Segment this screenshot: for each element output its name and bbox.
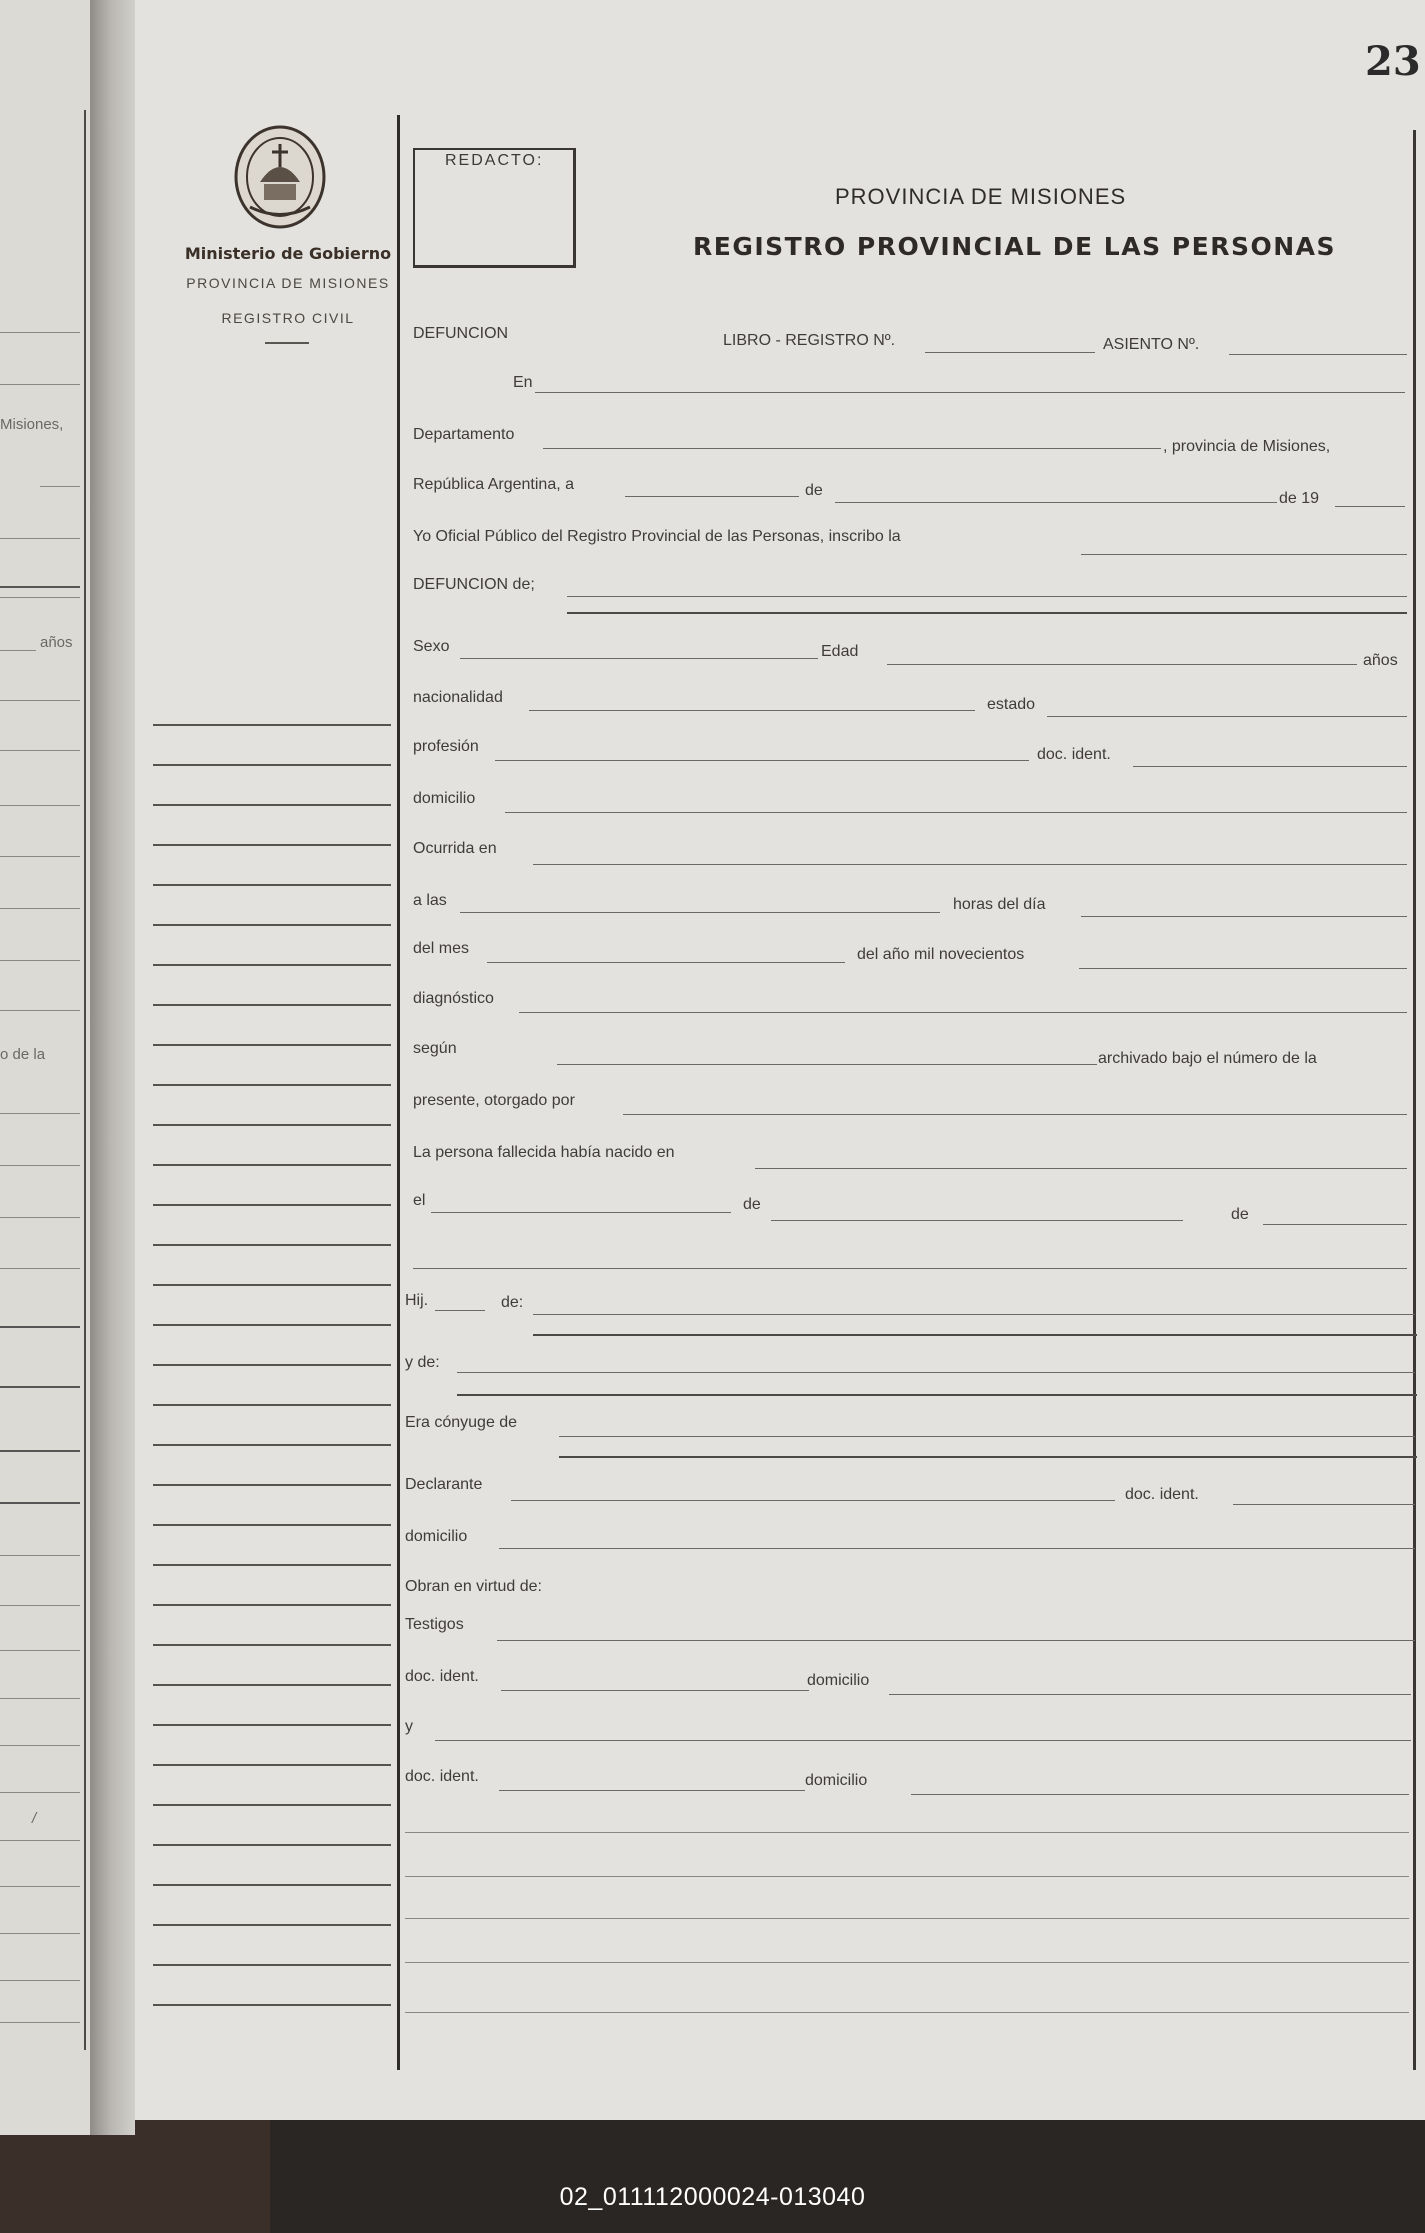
- doc-ident-field-2[interactable]: [1233, 1504, 1415, 1505]
- testigos-field[interactable]: [497, 1640, 1415, 1641]
- sexo-label: Sexo: [413, 638, 450, 655]
- el-field[interactable]: [431, 1212, 731, 1213]
- del-mes-field[interactable]: [487, 962, 845, 963]
- de19-label: de 19: [1279, 490, 1320, 507]
- margin-ruling-line: [153, 724, 391, 726]
- form-page: [135, 0, 1425, 2120]
- de-label-3: de: [1231, 1206, 1249, 1223]
- province-heading: PROVINCIA DE MISIONES: [835, 184, 1127, 209]
- sexo-field[interactable]: [460, 658, 818, 659]
- blank-line[interactable]: [405, 1832, 1409, 1833]
- left-line: [0, 1113, 80, 1114]
- hij-de-field[interactable]: [533, 1314, 1415, 1315]
- left-line: [0, 1165, 80, 1166]
- registry-heading: REGISTRO PROVINCIAL DE LAS PERSONAS: [693, 232, 1336, 261]
- left-line: [0, 1745, 80, 1746]
- margin-ruling-line: [153, 1484, 391, 1486]
- ocurrida-label: Ocurrida en: [413, 840, 497, 857]
- doc-ident-label-4: doc. ident.: [405, 1768, 479, 1785]
- doc-ident-field[interactable]: [1133, 766, 1407, 767]
- margin-ruling-line: [153, 1924, 391, 1926]
- blank-line[interactable]: [405, 1962, 1409, 1963]
- province-seal-icon: [230, 122, 330, 232]
- margin-ruling-line: [153, 1684, 391, 1686]
- domicilio-label-2: domicilio: [405, 1528, 468, 1545]
- image-id-caption: 02_011112000024-013040: [559, 2183, 866, 2211]
- left-line: [0, 1933, 80, 1934]
- el-label: el: [413, 1192, 426, 1209]
- declarante-field[interactable]: [511, 1500, 1115, 1501]
- left-line: [0, 908, 80, 909]
- segun-label: según: [413, 1040, 457, 1057]
- left-text: /: [32, 1810, 37, 1827]
- margin-ruling-line: [153, 1884, 391, 1886]
- registry-underline: [265, 342, 309, 344]
- left-line: [0, 1502, 80, 1504]
- ministry-title: Ministerio de Gobierno: [184, 244, 392, 263]
- left-line: [0, 1698, 80, 1699]
- book-gutter: [90, 0, 135, 2135]
- left-line: [0, 1555, 80, 1556]
- nacido-field[interactable]: [755, 1168, 1407, 1169]
- page-number: 23: [1365, 38, 1421, 85]
- libro-field[interactable]: [925, 352, 1095, 353]
- left-line: [0, 805, 80, 806]
- left-line: [0, 1010, 80, 1011]
- left-page-fragment: [0, 0, 90, 2135]
- margin-ruling-line: [153, 1724, 391, 1726]
- margin-ruling-line: [153, 764, 391, 766]
- left-line: [0, 1386, 80, 1388]
- y-de-field[interactable]: [457, 1372, 1415, 1373]
- edad-field[interactable]: [887, 664, 1357, 665]
- left-line: [0, 538, 80, 539]
- left-line: [0, 856, 80, 857]
- margin-ruling-line: [153, 1844, 391, 1846]
- ministry-registry: REGISTRO CIVIL: [221, 310, 355, 326]
- hij-de-label: de:: [501, 1294, 524, 1311]
- defuncion-label: DEFUNCION: [413, 325, 509, 342]
- en-field[interactable]: [535, 392, 1405, 393]
- margin-ruling-line: [153, 1964, 391, 1966]
- profesion-label: profesión: [413, 738, 479, 755]
- provincia-label: , provincia de Misiones,: [1163, 438, 1331, 455]
- estado-label: estado: [987, 696, 1036, 713]
- left-line: [40, 486, 80, 487]
- margin-ruling-line: [153, 1324, 391, 1326]
- archivado-label: archivado bajo el número de la: [1098, 1050, 1317, 1067]
- conyuge-label: Era cónyuge de: [405, 1414, 518, 1431]
- anos-label: años: [1363, 652, 1398, 669]
- left-line: [0, 1840, 80, 1841]
- de-field-3[interactable]: [1263, 1224, 1407, 1225]
- nacionalidad-label: nacionalidad: [413, 689, 503, 706]
- presente-field[interactable]: [623, 1114, 1407, 1115]
- margin-ruling-line: [153, 964, 391, 966]
- republica-label: República Argentina, a: [413, 476, 574, 493]
- del-ano-field[interactable]: [1079, 968, 1407, 969]
- left-line: [0, 1886, 80, 1887]
- en-label: En: [513, 374, 533, 391]
- left-line: [0, 700, 80, 701]
- left-page-rule: [84, 110, 86, 2050]
- obran-label: Obran en virtud de:: [405, 1578, 542, 1595]
- domicilio-label-3: domicilio: [807, 1672, 870, 1689]
- ocurrida-field[interactable]: [533, 864, 1407, 865]
- doc-ident-field-4[interactable]: [499, 1790, 805, 1791]
- left-line: [0, 384, 80, 385]
- del-ano-label: del año mil novecientos: [857, 946, 1025, 963]
- left-line: [0, 586, 80, 588]
- horas-label: horas del día: [953, 896, 1046, 913]
- margin-ruling-line: [153, 1364, 391, 1366]
- asiento-field[interactable]: [1229, 354, 1407, 355]
- testigos-label: Testigos: [405, 1616, 464, 1633]
- margin-ruling-line: [153, 844, 391, 846]
- declarante-label: Declarante: [405, 1476, 483, 1493]
- margin-ruling-line: [153, 804, 391, 806]
- margin-ruling-line: [153, 884, 391, 886]
- domicilio-label-4: domicilio: [805, 1772, 868, 1789]
- left-text: o de la: [0, 1046, 46, 1063]
- de-label-2: de: [743, 1196, 761, 1213]
- domicilio-field-3[interactable]: [889, 1694, 1411, 1695]
- conyuge-field[interactable]: [559, 1436, 1415, 1437]
- left-line: [0, 1268, 80, 1269]
- domicilio-field-2[interactable]: [499, 1548, 1415, 1549]
- left-line: [0, 1980, 80, 1981]
- blank-line[interactable]: [405, 1876, 1409, 1877]
- margin-ruling-line: [153, 1404, 391, 1406]
- diagnostico-field[interactable]: [519, 1012, 1407, 1013]
- horas-field[interactable]: [1081, 916, 1407, 917]
- year-field[interactable]: [1335, 506, 1405, 507]
- inscribo-field[interactable]: [1081, 554, 1407, 555]
- margin-ruling-line: [153, 1284, 391, 1286]
- y-de-field-2[interactable]: [457, 1394, 1417, 1396]
- margin-ruling-line: [153, 1044, 391, 1046]
- yo-oficial-label: Yo Oficial Público del Registro Provincial de las Personas, inscribo la: [413, 528, 901, 545]
- margin-ruling-line: [153, 1444, 391, 1446]
- profesion-field[interactable]: [495, 760, 1029, 761]
- doc-ident-label: doc. ident.: [1037, 746, 1111, 763]
- margin-ruling-line: [153, 924, 391, 926]
- left-text: años: [40, 634, 73, 651]
- left-line: [0, 332, 80, 333]
- doc-ident-label-3: doc. ident.: [405, 1668, 479, 1685]
- a-las-field[interactable]: [460, 912, 940, 913]
- margin-ruling-line: [153, 1524, 391, 1526]
- left-line: [0, 650, 36, 651]
- de-label: de: [805, 482, 823, 499]
- left-line: [0, 750, 80, 751]
- margin-ruling-line: [153, 1124, 391, 1126]
- defuncion-de-label: DEFUNCION de;: [413, 576, 535, 593]
- conyuge-field-2[interactable]: [559, 1456, 1417, 1458]
- diagnostico-label: diagnóstico: [413, 990, 494, 1007]
- de-field-2[interactable]: [771, 1220, 1183, 1221]
- left-line: [0, 960, 80, 961]
- day-field[interactable]: [625, 496, 799, 497]
- y-label: y: [405, 1718, 413, 1735]
- ministry-province: PROVINCIA DE MISIONES: [186, 275, 390, 291]
- blank-line[interactable]: [405, 2012, 1409, 2013]
- margin-ruling-line: [153, 1764, 391, 1766]
- y-field[interactable]: [435, 1740, 1411, 1741]
- domicilio-label: domicilio: [413, 790, 476, 807]
- departamento-label: Departamento: [413, 426, 515, 443]
- doc-ident-label-2: doc. ident.: [1125, 1486, 1199, 1503]
- hij-field[interactable]: [435, 1310, 485, 1311]
- hij-de-field-2[interactable]: [533, 1334, 1417, 1336]
- margin-ruling-line: [153, 1164, 391, 1166]
- left-text: Misiones,: [0, 416, 64, 433]
- left-line: [0, 1217, 80, 1218]
- asiento-label: ASIENTO Nº.: [1103, 336, 1200, 353]
- estado-field[interactable]: [1047, 716, 1407, 717]
- nacionalidad-field[interactable]: [529, 710, 975, 711]
- defuncion-de-field[interactable]: [567, 596, 1407, 597]
- a-las-label: a las: [413, 892, 447, 909]
- right-rule: [1413, 130, 1416, 2070]
- margin-ruling-line: [153, 1004, 391, 1006]
- margin-ruling-line: [153, 2004, 391, 2006]
- margin-ruling-line: [153, 1804, 391, 1806]
- left-line: [0, 2022, 80, 2023]
- dark-background: [0, 2118, 270, 2233]
- redacto-label: REDACTO:: [445, 152, 544, 169]
- libro-label: LIBRO - REGISTRO Nº.: [723, 332, 896, 349]
- left-line: [0, 1792, 80, 1793]
- left-line: [0, 1326, 80, 1328]
- margin-ruling-line: [153, 1644, 391, 1646]
- left-line: [0, 1605, 80, 1606]
- margin-ruling-line: [153, 1564, 391, 1566]
- blank-line[interactable]: [413, 1268, 1407, 1269]
- margin-ruling-line: [153, 1604, 391, 1606]
- margin-ruling-line: [153, 1084, 391, 1086]
- blank-line[interactable]: [405, 1918, 1409, 1919]
- doc-ident-field-3[interactable]: [501, 1690, 809, 1691]
- defuncion-de-field-2[interactable]: [567, 612, 1407, 614]
- domicilio-field[interactable]: [505, 812, 1407, 813]
- left-line: [0, 1450, 80, 1452]
- del-mes-label: del mes: [413, 940, 470, 957]
- left-line: [0, 597, 80, 598]
- domicilio-field-4[interactable]: [911, 1794, 1409, 1795]
- margin-divider: [397, 115, 400, 2070]
- segun-field[interactable]: [557, 1064, 1097, 1065]
- departamento-field[interactable]: [543, 448, 1161, 449]
- margin-ruling-line: [153, 1204, 391, 1206]
- left-line: [0, 1650, 80, 1651]
- edad-label: Edad: [821, 643, 859, 660]
- presente-label: presente, otorgado por: [413, 1092, 575, 1109]
- hij-label: Hij.: [405, 1292, 429, 1309]
- month-field[interactable]: [835, 502, 1277, 503]
- margin-ruling-line: [153, 1244, 391, 1246]
- y-de-label: y de:: [405, 1354, 440, 1371]
- nacido-label: La persona fallecida había nacido en: [413, 1144, 675, 1161]
